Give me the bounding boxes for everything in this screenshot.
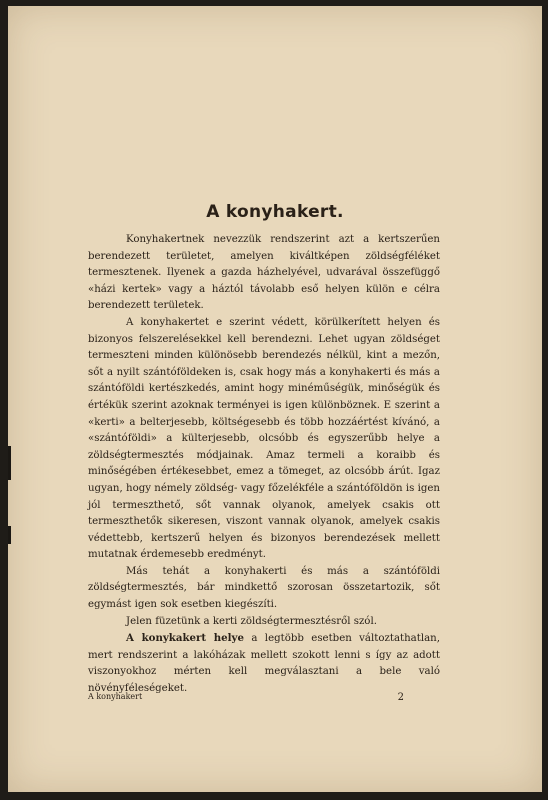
paragraph: Más tehát a konyhakerti és más a szántóföldi zöldségtermesztés, bár mindkettő szorosan összetartozik, sőt egymást igen sok esetben kiegészíti. (88, 565, 440, 611)
paragraph: Konyhakertnek nevezzük rendszerint azt a kertszerűen berendezett területet, amelyen kiváltképen zöldségféléket termesztenek. Ilyenek a gazda házhelyével, udvarával összefüggő «házi kertek» vagy a háztól távolabb eső helyen külön e célra berendezett területek. (88, 234, 440, 312)
paragraph-text: a legtöbb esetben változtathatlan, mert rendszerint a lakóházak mellett szokott lenni s így az adott viszonyokhoz mérten kell megválasztani a bele való növényféleségeket. (88, 633, 440, 695)
page-number: 2 (397, 692, 404, 703)
bold-lead-text: A konykakert helye (126, 632, 244, 645)
running-footer-title: A konyhakert (88, 692, 143, 701)
body-text (88, 232, 440, 698)
paragraph: Jelen füzetünk a kerti zöldségtermesztésről szól. (126, 615, 377, 627)
paragraph (88, 630, 440, 697)
page-edge-shadow (8, 446, 11, 480)
page-title: A konyhakert. (206, 202, 344, 222)
document-page (8, 6, 542, 792)
page-footer (88, 692, 440, 703)
paragraph: A konyhakertet e szerint védett, körülkerített helyen és bizonyos felszerelésekkel kell berendezni. Lehet ugyan zöldséget termeszteni minden különösebb berendezés nélkül, kint a mezőn, sőt a nyilt szántóföldeken is, csak hogy más a konyhakerti és más a szántóföldi kertészkedés, amint hogy minéműségük, minőségük és értékük szerint azoknak terményei is igen különböznek. E szerint a «kerti» a belterjesebb, költségesebb és több hozzáértést kívánó, a «szántóföldi» a külterjesebb, olcsóbb és egyszerűbb helye a zöldségtermesztés módjainak. Amaz termeli a koraibb és minőségében értékesebbet, emez a tömeget, az olcsóbb árút. Igaz ugyan, hogy némely zöldség- vagy főzelékféle a szántóföldön is igen jól termeszthető, sőt vannak olyanok, amelyek csakis ott termeszthetők sikeresen, viszont vannak olyanok, amelyek csakis védettebb, kertszerű helyen és bizonyos berendezések mellett mutatnak érdemesebb eredményt. (88, 316, 440, 561)
page-edge-shadow (8, 526, 11, 544)
